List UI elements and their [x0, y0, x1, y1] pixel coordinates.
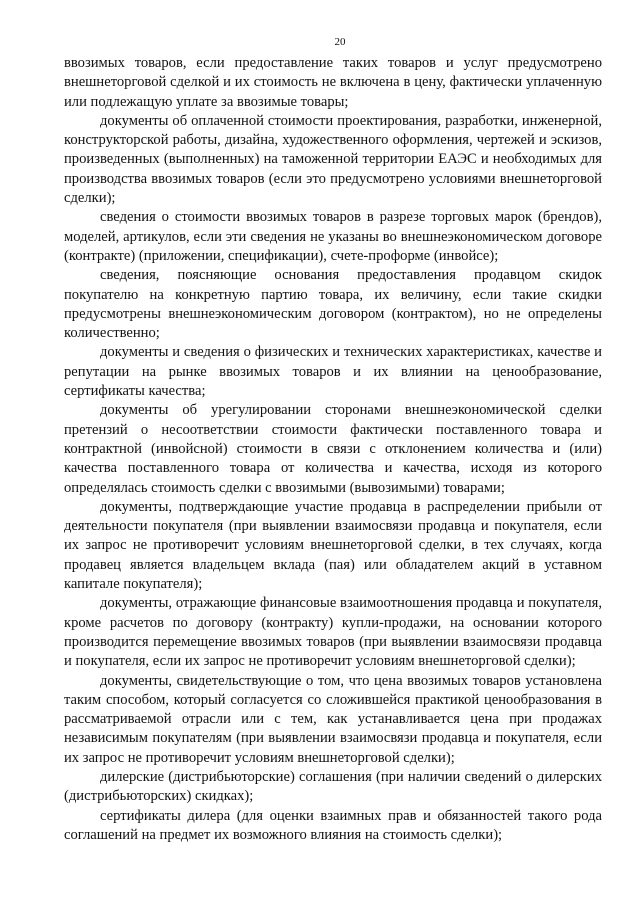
paragraph-claims-settlement: документы об урегулировании сторонами внешнеэкономической сделки претензий о несоответствии стоимости фактически поставленного товара и контрактной (инвойсной) стоимости в связи с отклонением количества и (или) качества поставленного товара от количества и качества, исходя из которого определялась стоимость сделки с ввозимыми (вывозимыми) товарами;: [64, 402, 602, 496]
paragraph-brand-breakdown: сведения о стоимости ввозимых товаров в разрезе торговых марок (брендов), моделей, артикулов, если эти сведения не указаны во внешнеэкономическом договоре (контракте) (приложении, спецификации), счете-проформе (инвойсе);: [64, 209, 602, 264]
paragraph-design-costs: документы об оплаченной стоимости проектирования, разработки, инженерной, конструкторской работы, дизайна, художественного оформления, чертежей и эскизов, произведенных (выполненных) на таможенной территории ЕАЭС и необходимых для производства ввозимых товаров (если это предусмотрено условиями внешнеторговой сделки);: [64, 112, 602, 207]
paragraph-discounts: сведения, поясняющие основания предоставления продавцом скидок покупателю на конкретную партию товара, их величину, если такие скидки предусмотрены внешнеэкономическим договором (контрактом), но не определены количественно;: [64, 267, 602, 342]
paragraph-profit-sharing: документы, подтверждающие участие продавца в распределении прибыли от деятельности покупателя (при выявлении взаимосвязи продавца и покупателя, если их запрос не противоречит условиям внешнеторговой сделки, в тех случаях, когда продавец является владельцем вклада (пая) или обладателем акций в уставном капитале покупателя);: [64, 498, 602, 593]
paragraph-financial-relations: документы, отражающие финансовые взаимоотношения продавца и покупателя, кроме расчетов по договору (контракту) купли-продажи, на основании которого производится перемещение ввозимых товаров (при выявлении взаимосвязи продавца и покупателя, если их запрос не противоречит условиям внешнеторговой сделки);: [64, 595, 602, 670]
paragraph-continuation: ввозимых товаров, если предоставление таких товаров и услуг предусмотрено внешнеторговой сделкой и их стоимость не включена в цену, фактически уплаченную или подлежащую уплате за ввозимые товары;: [64, 55, 602, 110]
document-body: [64, 54, 602, 845]
paragraph-pricing-practice: документы, свидетельствующие о том, что цена ввозимых товаров установлена таким способом, который согласуется со сложившейся практикой ценообразования в рассматриваемой отрасли или с тем, как устанавливается цена при продажах независимым покупателям (при выявлении взаимосвязи продавца и покупателя, если их запрос не противоречит условиям внешнеторговой сделки);: [64, 672, 602, 766]
paragraph-dealer-agreements: дилерские (дистрибьюторские) соглашения (при наличии сведений о дилерских (дистрибьюторских) скидках);: [64, 768, 602, 805]
paragraph-dealer-certificates: сертификаты дилера (для оценки взаимных прав и обязанностей такого рода соглашений на предмет их возможного влияния на стоимость сделки);: [64, 807, 602, 843]
paragraph-quality: документы и сведения о физических и технических характеристиках, качестве и репутации на рынке ввозимых товаров и их влиянии на ценообразование, сертификаты качества;: [64, 344, 602, 400]
page-number: 20: [334, 36, 346, 48]
